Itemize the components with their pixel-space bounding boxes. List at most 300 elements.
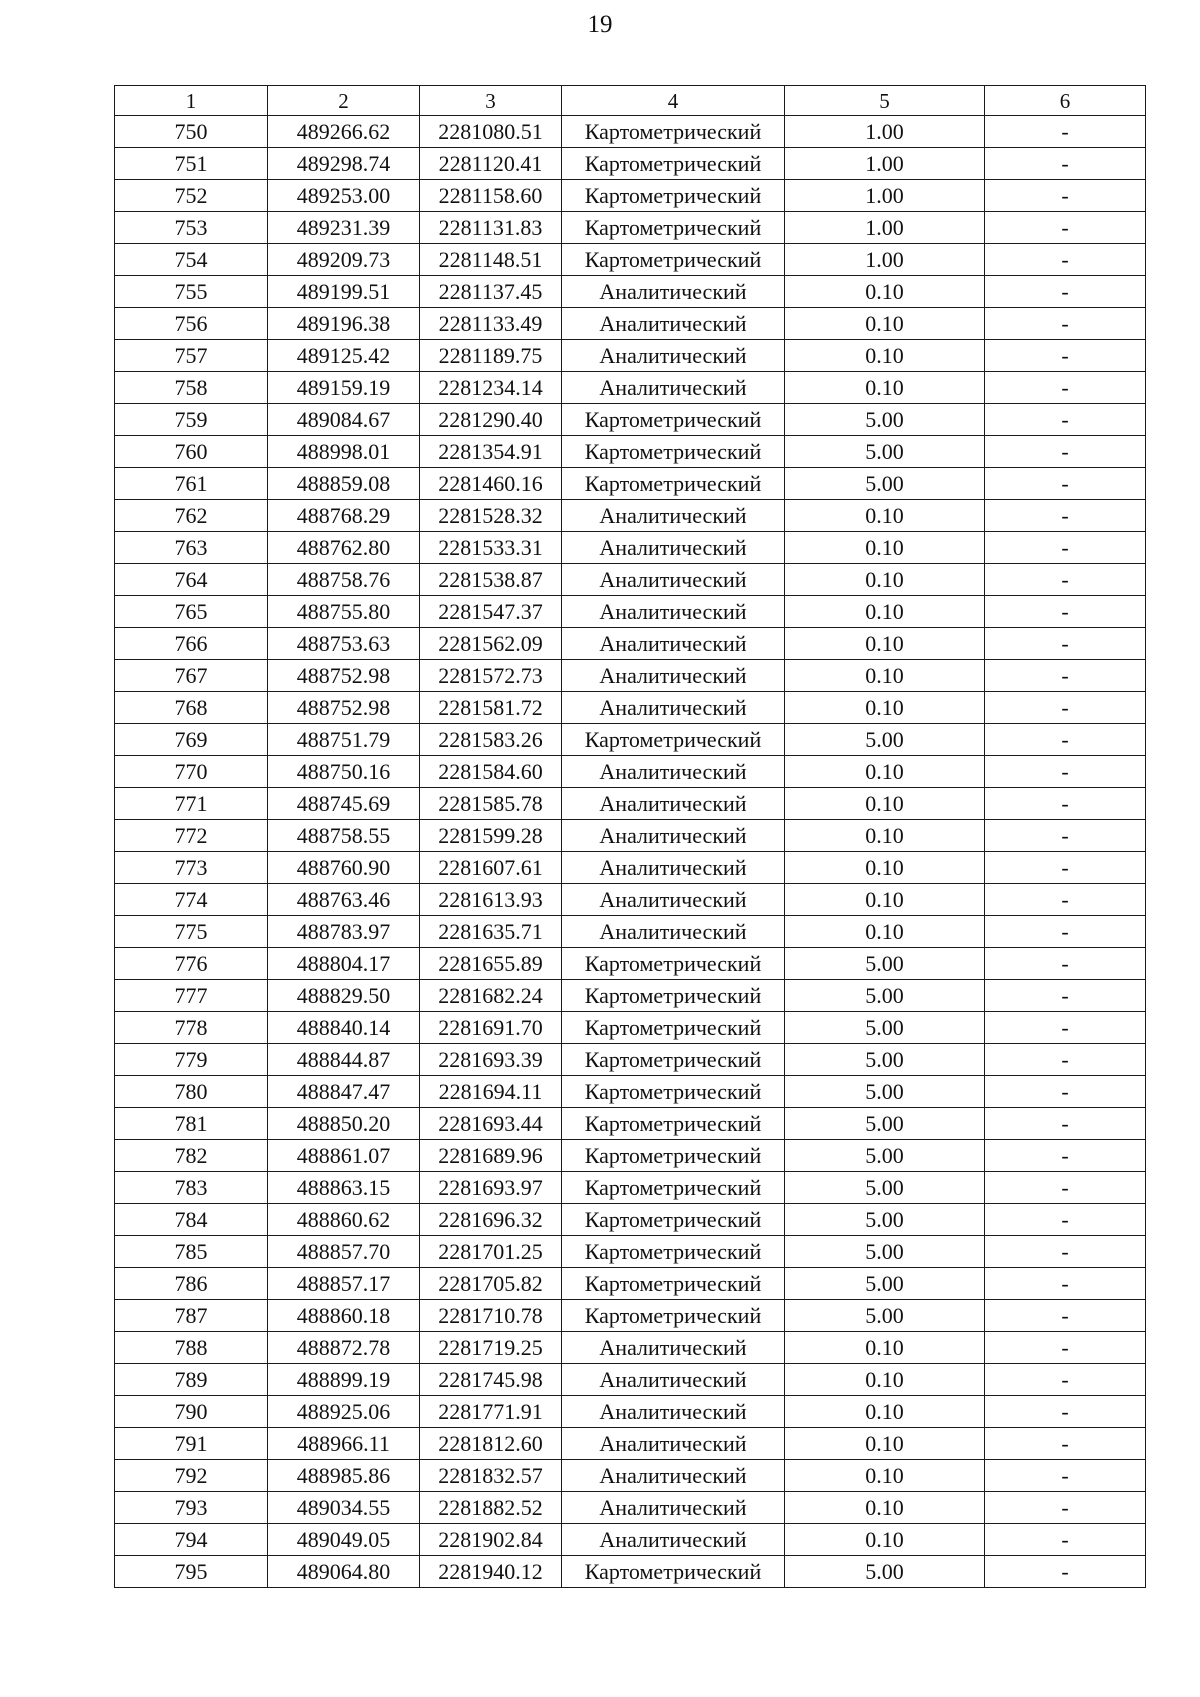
table-cell: 767 — [115, 660, 268, 692]
table-cell: Картометрический — [562, 1172, 785, 1204]
table-cell: Картометрический — [562, 1076, 785, 1108]
table-cell: 1.00 — [785, 244, 985, 276]
table-cell: 489049.05 — [268, 1524, 420, 1556]
table-cell: 5.00 — [785, 404, 985, 436]
table-cell: - — [985, 1428, 1146, 1460]
table-cell: Аналитический — [562, 1364, 785, 1396]
table-cell: - — [985, 1204, 1146, 1236]
table-cell: 489064.80 — [268, 1556, 420, 1588]
table-cell: - — [985, 596, 1146, 628]
table-cell: 1.00 — [785, 116, 985, 148]
table-cell: 795 — [115, 1556, 268, 1588]
table-cell: 489298.74 — [268, 148, 420, 180]
table-cell: - — [985, 340, 1146, 372]
table-cell: Картометрический — [562, 1300, 785, 1332]
table-cell: 2281599.28 — [420, 820, 562, 852]
table-cell: - — [985, 756, 1146, 788]
table-cell: Аналитический — [562, 1332, 785, 1364]
table-cell: - — [985, 276, 1146, 308]
table-cell: Картометрический — [562, 1012, 785, 1044]
table-cell: - — [985, 1364, 1146, 1396]
table-cell: 2281131.83 — [420, 212, 562, 244]
table-cell: 0.10 — [785, 852, 985, 884]
table-cell: 2281572.73 — [420, 660, 562, 692]
table-cell: 489125.42 — [268, 340, 420, 372]
column-header: 4 — [562, 86, 785, 116]
table-cell: 488857.70 — [268, 1236, 420, 1268]
table-cell: 2281613.93 — [420, 884, 562, 916]
table-row — [115, 724, 1146, 756]
table-cell: Аналитический — [562, 532, 785, 564]
table-cell: 2281682.24 — [420, 980, 562, 1012]
column-header: 3 — [420, 86, 562, 116]
table-cell: 780 — [115, 1076, 268, 1108]
table-cell: Картометрический — [562, 1108, 785, 1140]
table-cell: Аналитический — [562, 788, 785, 820]
table-cell: - — [985, 1044, 1146, 1076]
table-cell: 2281635.71 — [420, 916, 562, 948]
table-cell: 5.00 — [785, 468, 985, 500]
table-cell: 0.10 — [785, 564, 985, 596]
table-cell: Картометрический — [562, 1204, 785, 1236]
table-cell: 2281693.39 — [420, 1044, 562, 1076]
table-cell: - — [985, 948, 1146, 980]
table-cell: 488783.97 — [268, 916, 420, 948]
table-cell: 0.10 — [785, 596, 985, 628]
table-cell: 784 — [115, 1204, 268, 1236]
table-cell: Аналитический — [562, 1460, 785, 1492]
table-cell: 750 — [115, 116, 268, 148]
table-cell: 488760.90 — [268, 852, 420, 884]
table-cell: 5.00 — [785, 1044, 985, 1076]
table-cell: - — [985, 660, 1146, 692]
table-cell: - — [985, 916, 1146, 948]
table-cell: 488899.19 — [268, 1364, 420, 1396]
page-number: 19 — [587, 11, 613, 38]
table-cell: Аналитический — [562, 1396, 785, 1428]
table-cell: 2281771.91 — [420, 1396, 562, 1428]
table-row — [115, 660, 1146, 692]
table-cell: 0.10 — [785, 1524, 985, 1556]
table-cell: - — [985, 980, 1146, 1012]
table-row — [115, 692, 1146, 724]
table-row — [115, 468, 1146, 500]
table-cell: 488768.29 — [268, 500, 420, 532]
table-row — [115, 1332, 1146, 1364]
table-cell: 794 — [115, 1524, 268, 1556]
table-cell: - — [985, 1396, 1146, 1428]
table-row — [115, 596, 1146, 628]
table-cell: Аналитический — [562, 372, 785, 404]
table-cell: 790 — [115, 1396, 268, 1428]
table-cell: 2281691.70 — [420, 1012, 562, 1044]
table-cell: 5.00 — [785, 1172, 985, 1204]
table-cell: 0.10 — [785, 916, 985, 948]
table-cell: 488847.47 — [268, 1076, 420, 1108]
table-cell: 489034.55 — [268, 1492, 420, 1524]
table-cell: 5.00 — [785, 1556, 985, 1588]
table-cell: 488860.62 — [268, 1204, 420, 1236]
table-cell: 787 — [115, 1300, 268, 1332]
table-cell: 488750.16 — [268, 756, 420, 788]
table-row — [115, 1460, 1146, 1492]
table-cell: 5.00 — [785, 1236, 985, 1268]
table-row — [115, 532, 1146, 564]
table-cell: 2281080.51 — [420, 116, 562, 148]
table-row — [115, 1556, 1146, 1588]
table-cell: 488758.55 — [268, 820, 420, 852]
table-cell: 488872.78 — [268, 1332, 420, 1364]
table-row — [115, 308, 1146, 340]
table-cell: 488745.69 — [268, 788, 420, 820]
table-cell: - — [985, 564, 1146, 596]
table-cell: 488857.17 — [268, 1268, 420, 1300]
table-cell: Картометрический — [562, 1140, 785, 1172]
table-cell: 776 — [115, 948, 268, 980]
table-cell: 764 — [115, 564, 268, 596]
table-cell: 2281607.61 — [420, 852, 562, 884]
table-cell: - — [985, 500, 1146, 532]
table-cell: 2281745.98 — [420, 1364, 562, 1396]
table-cell: 0.10 — [785, 788, 985, 820]
table-row — [115, 436, 1146, 468]
table-cell: 778 — [115, 1012, 268, 1044]
table-cell: - — [985, 532, 1146, 564]
table-cell: 2281693.97 — [420, 1172, 562, 1204]
table-cell: 0.10 — [785, 1460, 985, 1492]
table-cell: 759 — [115, 404, 268, 436]
table-cell: 488844.87 — [268, 1044, 420, 1076]
table-cell: 2281655.89 — [420, 948, 562, 980]
table-cell: Аналитический — [562, 1428, 785, 1460]
table-cell: 788 — [115, 1332, 268, 1364]
table-cell: - — [985, 180, 1146, 212]
table-cell: Аналитический — [562, 1524, 785, 1556]
table-cell: 762 — [115, 500, 268, 532]
table-row — [115, 852, 1146, 884]
table-cell: 2281538.87 — [420, 564, 562, 596]
table-row — [115, 1524, 1146, 1556]
table-row — [115, 1076, 1146, 1108]
table-cell: 0.10 — [785, 308, 985, 340]
table-cell: 2281705.82 — [420, 1268, 562, 1300]
table-cell: Аналитический — [562, 1492, 785, 1524]
table-row — [115, 340, 1146, 372]
table-cell: Картометрический — [562, 244, 785, 276]
table-cell: - — [985, 1492, 1146, 1524]
table-cell: 488998.01 — [268, 436, 420, 468]
table-cell: 2281354.91 — [420, 436, 562, 468]
table-cell: 770 — [115, 756, 268, 788]
table-cell: 769 — [115, 724, 268, 756]
table-cell: 2281585.78 — [420, 788, 562, 820]
table-cell: - — [985, 212, 1146, 244]
table-cell: 2281701.25 — [420, 1236, 562, 1268]
table-cell: 489199.51 — [268, 276, 420, 308]
table-cell: - — [985, 1300, 1146, 1332]
table-row — [115, 404, 1146, 436]
table-cell: - — [985, 308, 1146, 340]
table-cell: - — [985, 468, 1146, 500]
table-cell: 2281120.41 — [420, 148, 562, 180]
table-cell: Аналитический — [562, 500, 785, 532]
table-cell: 0.10 — [785, 692, 985, 724]
table-cell: 0.10 — [785, 1332, 985, 1364]
table-cell: 775 — [115, 916, 268, 948]
table-cell: Картометрический — [562, 404, 785, 436]
table-cell: 2281133.49 — [420, 308, 562, 340]
table-row — [115, 1492, 1146, 1524]
table-cell: 768 — [115, 692, 268, 724]
table-cell: 1.00 — [785, 212, 985, 244]
table-cell: Аналитический — [562, 276, 785, 308]
table-row — [115, 276, 1146, 308]
table-row — [115, 372, 1146, 404]
table-cell: Картометрический — [562, 1236, 785, 1268]
table-cell: 489196.38 — [268, 308, 420, 340]
table-cell: 489084.67 — [268, 404, 420, 436]
table-cell: 0.10 — [785, 1396, 985, 1428]
table-cell: 2281689.96 — [420, 1140, 562, 1172]
table-row — [115, 1268, 1146, 1300]
table-cell: Аналитический — [562, 340, 785, 372]
table-cell: 761 — [115, 468, 268, 500]
table-cell: - — [985, 1012, 1146, 1044]
table-cell: 793 — [115, 1492, 268, 1524]
table-cell: 5.00 — [785, 1108, 985, 1140]
table-cell: 2281189.75 — [420, 340, 562, 372]
table-cell: 488829.50 — [268, 980, 420, 1012]
table-cell: 2281719.25 — [420, 1332, 562, 1364]
table-row — [115, 1140, 1146, 1172]
table-cell: 2281882.52 — [420, 1492, 562, 1524]
table-cell: - — [985, 372, 1146, 404]
column-header: 1 — [115, 86, 268, 116]
table-cell: Аналитический — [562, 628, 785, 660]
table-cell: 2281290.40 — [420, 404, 562, 436]
table-cell: - — [985, 1460, 1146, 1492]
table-cell: 5.00 — [785, 1140, 985, 1172]
table-cell: 0.10 — [785, 820, 985, 852]
table-cell: Картометрический — [562, 468, 785, 500]
table-cell: 755 — [115, 276, 268, 308]
table-cell: 488850.20 — [268, 1108, 420, 1140]
table-cell: 488752.98 — [268, 692, 420, 724]
table-cell: 757 — [115, 340, 268, 372]
table-cell: 5.00 — [785, 724, 985, 756]
table-cell: 488863.15 — [268, 1172, 420, 1204]
table-cell: 1.00 — [785, 180, 985, 212]
table-cell: - — [985, 628, 1146, 660]
table-cell: - — [985, 692, 1146, 724]
table-cell: 488861.07 — [268, 1140, 420, 1172]
table-row — [115, 980, 1146, 1012]
table-cell: 2281583.26 — [420, 724, 562, 756]
table-cell: - — [985, 788, 1146, 820]
table-cell: - — [985, 1236, 1146, 1268]
table-cell: 488753.63 — [268, 628, 420, 660]
table-cell: 0.10 — [785, 372, 985, 404]
table-cell: 772 — [115, 820, 268, 852]
table-cell: 766 — [115, 628, 268, 660]
table-cell: 0.10 — [785, 756, 985, 788]
table-cell: 2281902.84 — [420, 1524, 562, 1556]
table-cell: 0.10 — [785, 532, 985, 564]
table-cell: Картометрический — [562, 1556, 785, 1588]
table-cell: 753 — [115, 212, 268, 244]
table-cell: 488758.76 — [268, 564, 420, 596]
table-cell: 489253.00 — [268, 180, 420, 212]
table-cell: 782 — [115, 1140, 268, 1172]
table-cell: 488840.14 — [268, 1012, 420, 1044]
table-cell: 2281234.14 — [420, 372, 562, 404]
table-cell: 1.00 — [785, 148, 985, 180]
table-row — [115, 1012, 1146, 1044]
table-cell: 489209.73 — [268, 244, 420, 276]
table-cell: Картометрический — [562, 212, 785, 244]
table-cell: 754 — [115, 244, 268, 276]
table-cell: - — [985, 436, 1146, 468]
table-cell: - — [985, 148, 1146, 180]
table-row — [115, 500, 1146, 532]
table-row — [115, 180, 1146, 212]
table-row — [115, 212, 1146, 244]
table-cell: Аналитический — [562, 692, 785, 724]
table-row — [115, 820, 1146, 852]
table-cell: 0.10 — [785, 276, 985, 308]
table-cell: 2281694.11 — [420, 1076, 562, 1108]
table-cell: 488966.11 — [268, 1428, 420, 1460]
table-cell: 5.00 — [785, 1204, 985, 1236]
table-row — [115, 1396, 1146, 1428]
table-cell: 0.10 — [785, 1492, 985, 1524]
table-cell: 0.10 — [785, 884, 985, 916]
table-cell: 0.10 — [785, 1428, 985, 1460]
table-cell: Картометрический — [562, 436, 785, 468]
table-cell: - — [985, 116, 1146, 148]
table-cell: Аналитический — [562, 852, 785, 884]
table-cell: 2281562.09 — [420, 628, 562, 660]
table-cell: Аналитический — [562, 564, 785, 596]
table-cell: 0.10 — [785, 340, 985, 372]
table-row — [115, 564, 1146, 596]
column-header: 2 — [268, 86, 420, 116]
table-cell: 752 — [115, 180, 268, 212]
table-cell: 781 — [115, 1108, 268, 1140]
table-row — [115, 1236, 1146, 1268]
table-cell: 488985.86 — [268, 1460, 420, 1492]
table-cell: Аналитический — [562, 916, 785, 948]
table-cell: 2281710.78 — [420, 1300, 562, 1332]
table-cell: 5.00 — [785, 948, 985, 980]
table-cell: Картометрический — [562, 116, 785, 148]
table-cell: Аналитический — [562, 820, 785, 852]
table-body — [115, 116, 1146, 1588]
table-cell: - — [985, 1140, 1146, 1172]
table-cell: Картометрический — [562, 148, 785, 180]
table-cell: 2281812.60 — [420, 1428, 562, 1460]
table-cell: 2281460.16 — [420, 468, 562, 500]
table-cell: Картометрический — [562, 1044, 785, 1076]
table-cell: Аналитический — [562, 308, 785, 340]
table-cell: 489159.19 — [268, 372, 420, 404]
table-cell: Аналитический — [562, 596, 785, 628]
table-cell: 783 — [115, 1172, 268, 1204]
table-row — [115, 628, 1146, 660]
coordinates-table — [114, 85, 1146, 1588]
table-cell: 488763.46 — [268, 884, 420, 916]
table-cell: Аналитический — [562, 884, 785, 916]
table-cell: 771 — [115, 788, 268, 820]
header-row — [115, 86, 1146, 116]
table-cell: 488751.79 — [268, 724, 420, 756]
table-cell: 2281940.12 — [420, 1556, 562, 1588]
table-row — [115, 1428, 1146, 1460]
table-cell: 789 — [115, 1364, 268, 1396]
table-cell: Аналитический — [562, 756, 785, 788]
table-cell: Картометрический — [562, 724, 785, 756]
table-cell: Картометрический — [562, 948, 785, 980]
table-row — [115, 756, 1146, 788]
table-cell: 489231.39 — [268, 212, 420, 244]
table-cell: 488762.80 — [268, 532, 420, 564]
table-cell: 792 — [115, 1460, 268, 1492]
table-cell: 2281581.72 — [420, 692, 562, 724]
table-cell: - — [985, 1172, 1146, 1204]
table-cell: 760 — [115, 436, 268, 468]
table-cell: 0.10 — [785, 500, 985, 532]
table-cell: 763 — [115, 532, 268, 564]
table-cell: 489266.62 — [268, 116, 420, 148]
table-cell: 751 — [115, 148, 268, 180]
table-cell: 5.00 — [785, 1012, 985, 1044]
table-cell: - — [985, 852, 1146, 884]
table-cell: 758 — [115, 372, 268, 404]
table-cell: 774 — [115, 884, 268, 916]
table-row — [115, 1044, 1146, 1076]
table-row — [115, 1364, 1146, 1396]
table-cell: 2281148.51 — [420, 244, 562, 276]
table-row — [115, 1204, 1146, 1236]
table-cell: 488860.18 — [268, 1300, 420, 1332]
table-cell: 779 — [115, 1044, 268, 1076]
table-cell: 2281528.32 — [420, 500, 562, 532]
table-cell: Картометрический — [562, 1268, 785, 1300]
table-row — [115, 148, 1146, 180]
table-cell: Картометрический — [562, 180, 785, 212]
table-cell: Картометрический — [562, 980, 785, 1012]
table-cell: 5.00 — [785, 1300, 985, 1332]
table-row — [115, 916, 1146, 948]
table-cell: 488755.80 — [268, 596, 420, 628]
table-row — [115, 1300, 1146, 1332]
table-cell: - — [985, 884, 1146, 916]
table-header — [115, 86, 1146, 116]
table-cell: 756 — [115, 308, 268, 340]
table-cell: 5.00 — [785, 1076, 985, 1108]
table-cell: - — [985, 1524, 1146, 1556]
table-cell: 2281547.37 — [420, 596, 562, 628]
table-cell: 2281137.45 — [420, 276, 562, 308]
table-cell: - — [985, 820, 1146, 852]
table-cell: - — [985, 1556, 1146, 1588]
table-cell: - — [985, 1268, 1146, 1300]
table-cell: 488752.98 — [268, 660, 420, 692]
table-cell: 773 — [115, 852, 268, 884]
table-row — [115, 948, 1146, 980]
table-row — [115, 1108, 1146, 1140]
table-row — [115, 788, 1146, 820]
